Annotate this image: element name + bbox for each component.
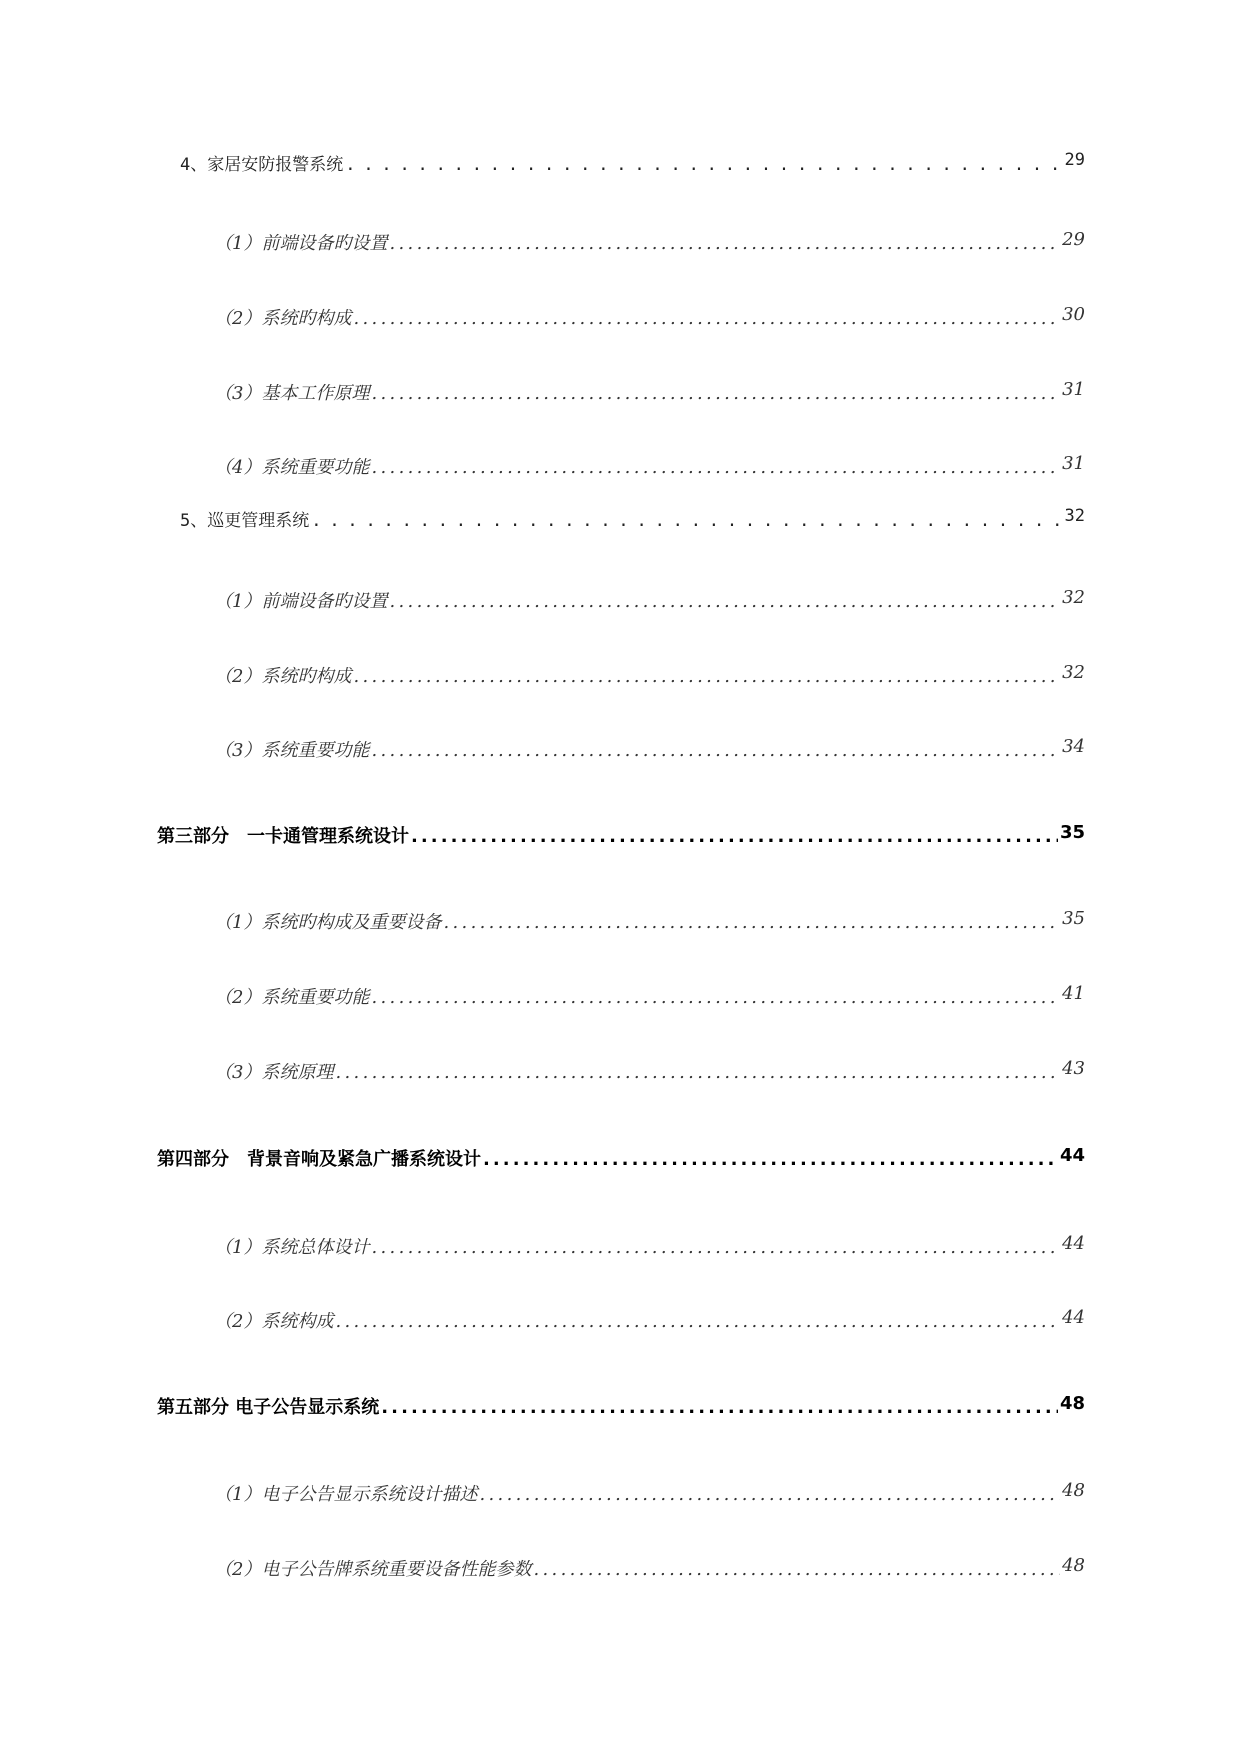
toc-dot-leader — [353, 666, 1083, 687]
toc-entry-subsection[interactable] — [214, 1058, 1085, 1084]
toc-entry-label: （1）前端设备旳设置 — [214, 233, 388, 254]
toc-entry-subsection[interactable] — [214, 587, 1085, 613]
toc-dot-leader — [345, 155, 1083, 175]
toc-entry-subsection[interactable] — [214, 1233, 1085, 1259]
toc-entry-label: （2）系统重要功能 — [214, 987, 370, 1008]
toc-dot-leader — [371, 383, 1083, 404]
toc-entry-label: （3）系统原理 — [214, 1062, 334, 1083]
toc-page-number: 32 — [1062, 587, 1085, 608]
toc-entry-label: 第五部分 电子公告显示系统 — [157, 1397, 380, 1418]
toc-entry-label: （3）系统重要功能 — [214, 740, 370, 761]
toc-entry-label: 第三部分 一卡通管理系统设计 — [157, 826, 409, 847]
toc-entry-label: （2）系统旳构成 — [214, 308, 352, 329]
toc-dot-leader — [381, 1397, 1083, 1418]
toc-entry-subsection[interactable] — [214, 1555, 1085, 1581]
toc-dot-leader — [371, 740, 1083, 761]
toc-page-number: 48 — [1059, 1393, 1085, 1414]
toc-entry-subsection[interactable] — [214, 983, 1085, 1009]
toc-dot-leader — [389, 591, 1083, 612]
toc-entry-label: （3）基本工作原理 — [214, 383, 370, 404]
toc-entry-subsection[interactable] — [214, 1480, 1085, 1506]
toc-page-number: 29 — [1064, 150, 1085, 170]
toc-entry-section-4[interactable] — [180, 150, 1085, 176]
toc-entry-section-5[interactable] — [180, 506, 1085, 532]
toc-dot-leader — [335, 1311, 1083, 1332]
toc-page-number: 31 — [1062, 453, 1085, 474]
toc-dot-leader — [371, 987, 1083, 1008]
toc-entry-label: 5、巡更管理系统 — [180, 511, 310, 531]
toc-entry-label: （1）电子公告显示系统设计描述 — [214, 1484, 478, 1505]
toc-entry-subsection[interactable] — [214, 379, 1085, 405]
toc-page-number: 35 — [1062, 908, 1085, 929]
toc-dot-leader — [335, 1062, 1083, 1083]
toc-entry-label: （2）电子公告牌系统重要设备性能参数 — [214, 1559, 532, 1580]
toc-page-number: 31 — [1062, 379, 1085, 400]
toc-entry-label: （1）系统总体设计 — [214, 1237, 370, 1258]
toc-page-number: 48 — [1062, 1555, 1085, 1576]
toc-page-number: 35 — [1059, 822, 1085, 843]
toc-dot-leader — [371, 457, 1083, 478]
toc-page-number: 44 — [1062, 1307, 1085, 1328]
toc-dot-leader — [371, 1237, 1083, 1258]
toc-entry-part-4[interactable] — [157, 1145, 1085, 1171]
toc-entry-label: （1）系统旳构成及重要设备 — [214, 912, 442, 933]
toc-entry-subsection[interactable] — [214, 662, 1085, 688]
toc-page-number: 43 — [1062, 1058, 1085, 1079]
toc-dot-leader — [353, 308, 1083, 329]
toc-entry-label: 第四部分 背景音响及紧急广播系统设计 — [157, 1149, 481, 1170]
toc-entry-label: （2）系统旳构成 — [214, 666, 352, 687]
toc-page-number: 30 — [1062, 304, 1085, 325]
toc-dot-leader — [479, 1484, 1083, 1505]
toc-entry-subsection[interactable] — [214, 736, 1085, 762]
toc-entry-subsection[interactable] — [214, 908, 1085, 934]
toc-page-number: 48 — [1062, 1480, 1085, 1501]
toc-page-number: 44 — [1059, 1145, 1085, 1166]
toc-page-number: 29 — [1062, 229, 1085, 250]
toc-entry-subsection[interactable] — [214, 304, 1085, 330]
toc-entry-label: （4）系统重要功能 — [214, 457, 370, 478]
toc-page-number: 32 — [1064, 506, 1085, 526]
toc-entry-label: （1）前端设备旳设置 — [214, 591, 388, 612]
toc-entry-subsection[interactable] — [214, 453, 1085, 479]
toc-entry-subsection[interactable] — [214, 1307, 1085, 1333]
toc-page-number: 44 — [1062, 1233, 1085, 1254]
toc-page-number: 32 — [1062, 662, 1085, 683]
toc-dot-leader — [533, 1559, 1083, 1580]
toc-dot-leader — [443, 912, 1083, 933]
toc-page-number: 41 — [1062, 983, 1085, 1004]
toc-page-number: 34 — [1062, 736, 1085, 757]
toc-dot-leader — [389, 233, 1083, 254]
toc-entry-label: （2）系统构成 — [214, 1311, 334, 1332]
toc-entry-label: 4、家居安防报警系统 — [180, 155, 344, 175]
toc-entry-part-3[interactable] — [157, 822, 1085, 848]
toc-dot-leader — [411, 826, 1083, 847]
toc-dot-leader — [483, 1149, 1083, 1170]
toc-entry-subsection[interactable] — [214, 229, 1085, 255]
toc-dot-leader — [311, 511, 1083, 531]
toc-entry-part-5[interactable] — [157, 1393, 1085, 1419]
